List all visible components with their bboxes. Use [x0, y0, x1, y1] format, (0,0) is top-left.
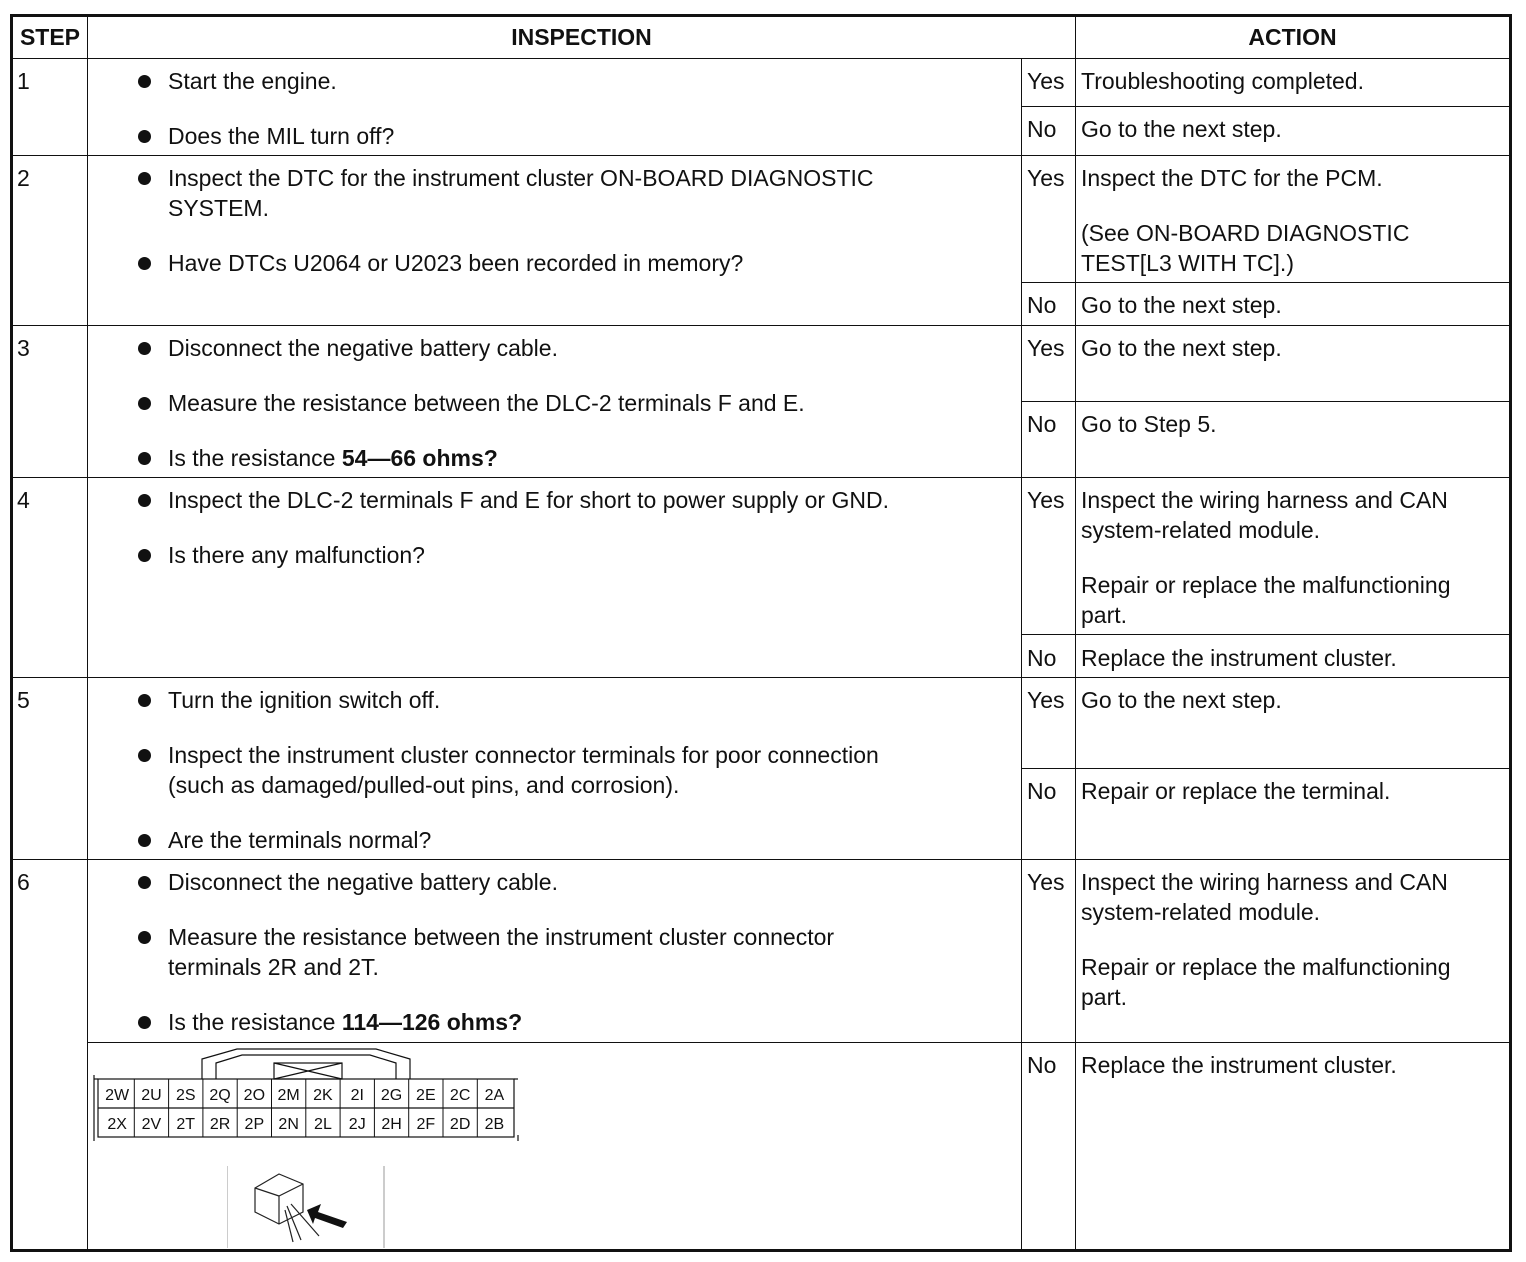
- step-number: 2: [17, 165, 30, 191]
- action-text: Inspect the wiring harness and CAN: [1081, 487, 1448, 513]
- action-text: Go to the next step.: [1081, 687, 1282, 713]
- row-divider: [1021, 768, 1510, 769]
- col-divider-step: [87, 16, 88, 1250]
- connector-diagram: [92, 1045, 522, 1145]
- row-divider: [1021, 282, 1510, 283]
- action-text: Replace the instrument cluster.: [1081, 645, 1397, 671]
- connector-pin-label: 2M: [277, 1087, 300, 1104]
- yes-label: Yes: [1027, 165, 1065, 191]
- row-divider: [13, 325, 1510, 326]
- connector-pin-label: 2U: [141, 1087, 162, 1104]
- bullet-icon: [138, 749, 151, 762]
- connector-pin-label: 2S: [175, 1087, 196, 1104]
- connector-pin-label: 2C: [449, 1087, 471, 1104]
- action-text: Go to the next step.: [1081, 292, 1282, 318]
- bullet-icon: [138, 75, 151, 88]
- inspection-text: SYSTEM.: [168, 195, 269, 221]
- bullet-icon: [138, 876, 151, 889]
- inspection-text: Start the engine.: [168, 68, 337, 94]
- inspection-text: Inspect the instrument cluster connector terminals for poor connection: [168, 742, 879, 768]
- action-text: Troubleshooting completed.: [1081, 68, 1364, 94]
- action-text: part.: [1081, 984, 1128, 1010]
- row-divider: [13, 155, 1510, 156]
- inspection-text: Is the resistance 114—126 ohms?: [168, 1009, 523, 1035]
- connector-pin-label: 2G: [380, 1087, 403, 1104]
- bullet-icon: [138, 397, 151, 410]
- connector-pin-label: 2L: [314, 1116, 332, 1133]
- bullet-icon: [138, 452, 151, 465]
- inspection-text: Measure the resistance between the DLC-2 terminals F and E.: [168, 390, 805, 416]
- connector-pin-label: 2F: [416, 1116, 436, 1133]
- header-action: ACTION: [1248, 24, 1337, 50]
- row-divider: [1021, 106, 1510, 107]
- bullet-icon: [138, 342, 151, 355]
- bullet-icon: [138, 130, 151, 143]
- inspection-text: Does the MIL turn off?: [168, 123, 395, 149]
- connector-pin-label: 2B: [484, 1116, 505, 1133]
- no-label: No: [1027, 292, 1057, 318]
- bullet-icon: [138, 1016, 151, 1029]
- no-label: No: [1027, 116, 1057, 142]
- inspection-text: Turn the ignition switch off.: [168, 687, 441, 713]
- inspection-text: Inspect the DLC-2 terminals F and E for short to power supply or GND.: [168, 487, 889, 513]
- action-text: Repair or replace the malfunctioning: [1081, 954, 1451, 980]
- bullet-icon: [138, 834, 151, 847]
- row-divider: [13, 58, 1510, 59]
- connector-probe-icon: [227, 1166, 385, 1248]
- header-inspection: INSPECTION: [511, 24, 652, 50]
- action-text: Inspect the wiring harness and CAN: [1081, 869, 1448, 895]
- connector-pin-label: 2O: [243, 1087, 266, 1104]
- inspection-text: Inspect the DTC for the instrument cluster ON-BOARD DIAGNOSTIC: [168, 165, 874, 191]
- yes-label: Yes: [1027, 335, 1065, 361]
- no-label: No: [1027, 1052, 1057, 1078]
- connector-pin-label: 2H: [381, 1116, 402, 1133]
- action-text: Repair or replace the terminal.: [1081, 778, 1391, 804]
- action-text: Go to Step 5.: [1081, 411, 1217, 437]
- bullet-icon: [138, 549, 151, 562]
- inspection-text: Disconnect the negative battery cable.: [168, 869, 558, 895]
- row-divider: [87, 1042, 1510, 1043]
- row-divider: [13, 677, 1510, 678]
- bullet-icon: [138, 694, 151, 707]
- bullet-icon: [138, 494, 151, 507]
- connector-pin-label: 2K: [313, 1087, 333, 1104]
- action-text: TEST[L3 WITH TC].): [1081, 250, 1294, 276]
- bullet-icon: [138, 257, 151, 270]
- action-text: system-related module.: [1081, 899, 1321, 925]
- action-text: system-related module.: [1081, 517, 1321, 543]
- action-text: part.: [1081, 602, 1128, 628]
- row-divider: [13, 477, 1510, 478]
- connector-pin-label: 2R: [209, 1116, 231, 1133]
- connector-pin-label: 2P: [244, 1116, 265, 1133]
- row-divider: [13, 859, 1510, 860]
- inspection-text: Have DTCs U2064 or U2023 been recorded in memory?: [168, 250, 744, 276]
- step-number: 3: [17, 335, 30, 361]
- no-label: No: [1027, 645, 1057, 671]
- connector-pin-label: 2X: [107, 1116, 127, 1133]
- yes-label: Yes: [1027, 687, 1065, 713]
- yes-label: Yes: [1027, 487, 1065, 513]
- connector-pin-label: 2Q: [209, 1087, 231, 1104]
- connector-pin-label: 2J: [348, 1116, 366, 1133]
- connector-pin-label: 2N: [278, 1116, 299, 1133]
- bullet-icon: [138, 172, 151, 185]
- col-divider-action: [1075, 16, 1076, 1250]
- connector-pin-label: 2V: [141, 1116, 162, 1133]
- yes-label: Yes: [1027, 68, 1065, 94]
- yes-label: Yes: [1027, 869, 1065, 895]
- no-label: No: [1027, 778, 1057, 804]
- row-divider: [1021, 401, 1510, 402]
- action-text: Inspect the DTC for the PCM.: [1081, 165, 1383, 191]
- inspection-text: Disconnect the negative battery cable.: [168, 335, 558, 361]
- header-step: STEP: [19, 24, 81, 50]
- connector-pin-label: 2I: [350, 1087, 364, 1104]
- action-text: Go to the next step.: [1081, 116, 1282, 142]
- arrow-icon: [307, 1204, 347, 1228]
- inspection-text: Are the terminals normal?: [168, 827, 432, 853]
- row-divider: [1021, 634, 1510, 635]
- action-text: (See ON-BOARD DIAGNOSTIC: [1081, 220, 1410, 246]
- action-text: Replace the instrument cluster.: [1081, 1052, 1397, 1078]
- step-number: 6: [17, 869, 30, 895]
- inspection-text: (such as damaged/pulled-out pins, and corrosion).: [168, 772, 680, 798]
- step-number: 5: [17, 687, 30, 713]
- action-text: Repair or replace the malfunctioning: [1081, 572, 1451, 598]
- connector-pin-label: 2A: [484, 1087, 505, 1104]
- connector-pin-label: 2T: [176, 1116, 196, 1133]
- step-number: 1: [17, 68, 30, 94]
- no-label: No: [1027, 411, 1057, 437]
- step-number: 4: [17, 487, 30, 513]
- inspection-text: Is there any malfunction?: [168, 542, 425, 568]
- inspection-text: terminals 2R and 2T.: [168, 954, 379, 980]
- inspection-text: Is the resistance 54—66 ohms?: [168, 445, 498, 471]
- connector-pin-label: 2D: [449, 1116, 471, 1133]
- action-text: Go to the next step.: [1081, 335, 1282, 361]
- connector-pin-label: 2W: [105, 1087, 130, 1104]
- connector-pin-label: 2E: [416, 1087, 436, 1104]
- col-divider-answer: [1021, 58, 1022, 1250]
- inspection-text: Measure the resistance between the instrument cluster connector: [168, 924, 835, 950]
- bullet-icon: [138, 931, 151, 944]
